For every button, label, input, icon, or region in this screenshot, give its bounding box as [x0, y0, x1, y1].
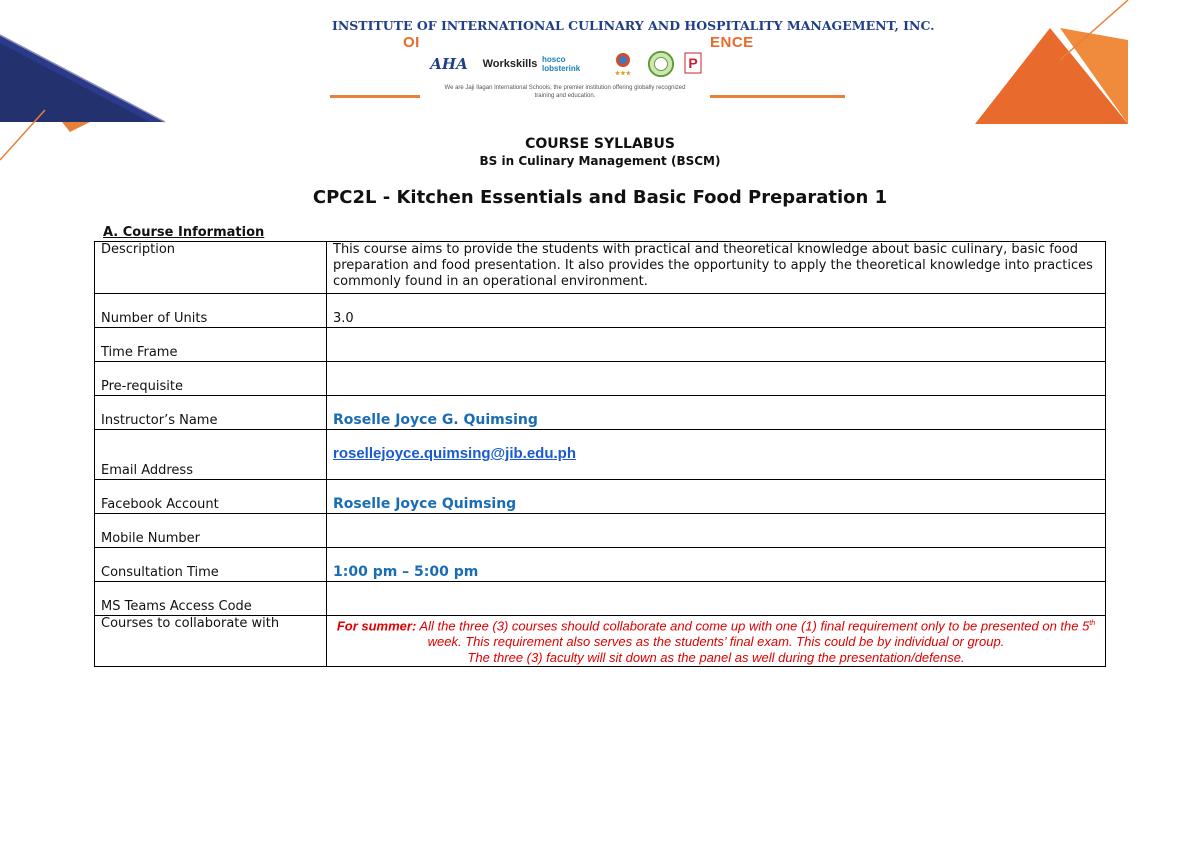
header-rule-left: [330, 95, 420, 98]
header-rule-right: [710, 95, 845, 98]
row-label: Email Address: [95, 430, 327, 480]
prerequisite-value: [327, 362, 1106, 396]
consultation-time-value: 1:00 pm – 5:00 pm: [333, 564, 479, 580]
aha-logo: AHA: [430, 55, 468, 73]
facebook-account-value: Roselle Joyce Quimsing: [333, 496, 517, 512]
row-label: Number of Units: [95, 294, 327, 328]
table-row: [95, 294, 1106, 328]
note-prefix: For summer:: [336, 618, 417, 634]
green-seal-icon: [646, 50, 676, 78]
table-row: [95, 362, 1106, 396]
hosco-lobsterink-logo: hosco lobsterink: [542, 55, 581, 73]
institute-tagline: We are Jaji Ilagan International Schools, the premier institution offering globally recognized training and education.: [444, 85, 686, 99]
institute-name: INSTITUTE OF INTERNATIONAL CULINARY AND HOSPITALITY MANAGEMENT, INC.: [332, 18, 935, 33]
table-row: [95, 242, 1106, 294]
course-information-table: [94, 241, 1106, 667]
table-row: [95, 430, 1106, 480]
workskills-logo: Workskills: [482, 58, 538, 70]
table-row: [95, 480, 1106, 514]
row-label: Time Frame: [95, 328, 327, 362]
partner-logos: [420, 50, 710, 80]
collaboration-note: For summer: All the three (3) courses should collaborate and come up with one (1) final requirement only to be presented on the 5th week. This requirement also serves as the students’ final exam. This could be by individual or group. The three (3) faculty will sit down as the panel as well during the presentation/defense.: [327, 616, 1106, 667]
row-label: MS Teams Access Code: [95, 582, 327, 616]
units-value: 3.0: [327, 294, 1106, 328]
table-row: [95, 582, 1106, 616]
svg-text:★★★: ★★★: [614, 71, 632, 77]
table-row: [95, 514, 1106, 548]
motto-left: OI: [403, 34, 420, 51]
mobile-number-value: [327, 514, 1106, 548]
p-logo-icon: [684, 50, 702, 78]
table-row: [95, 328, 1106, 362]
svg-text:P: P: [688, 55, 698, 71]
instructor-name-value: Roselle Joyce G. Quimsing: [333, 412, 538, 428]
ms-teams-code-value: [327, 582, 1106, 616]
row-label: Facebook Account: [95, 480, 327, 514]
time-frame-value: [327, 328, 1106, 362]
table-row: [95, 616, 1106, 667]
table-row: [95, 548, 1106, 582]
row-label: Mobile Number: [95, 514, 327, 548]
description-value: This course aims to provide the students with practical and theoretical knowledge about basic culinary, basic food preparation and food presentation. It also provides the opportunity to apply the theoretical knowledge into practices commonly found in an operational environment.: [327, 242, 1106, 294]
row-label: Pre-requisite: [95, 362, 327, 396]
section-label: A. Course Information: [103, 225, 265, 240]
course-title: CPC2L - Kitchen Essentials and Basic Food Preparation 1: [312, 187, 888, 208]
row-label: Courses to collaborate with: [95, 616, 327, 667]
row-label: Description: [95, 242, 327, 294]
motto-right: ENCE: [710, 34, 754, 51]
globe-seal-icon: [612, 50, 634, 78]
table-row: [95, 396, 1106, 430]
document-heading: COURSE SYLLABUS: [525, 136, 675, 152]
email-link[interactable]: rosellejoyce.quimsing@jib.edu.ph: [333, 445, 577, 462]
program-name: BS in Culinary Management (BSCM): [479, 154, 721, 168]
row-label: Consultation Time: [95, 548, 327, 582]
row-label: Instructor’s Name: [95, 396, 327, 430]
